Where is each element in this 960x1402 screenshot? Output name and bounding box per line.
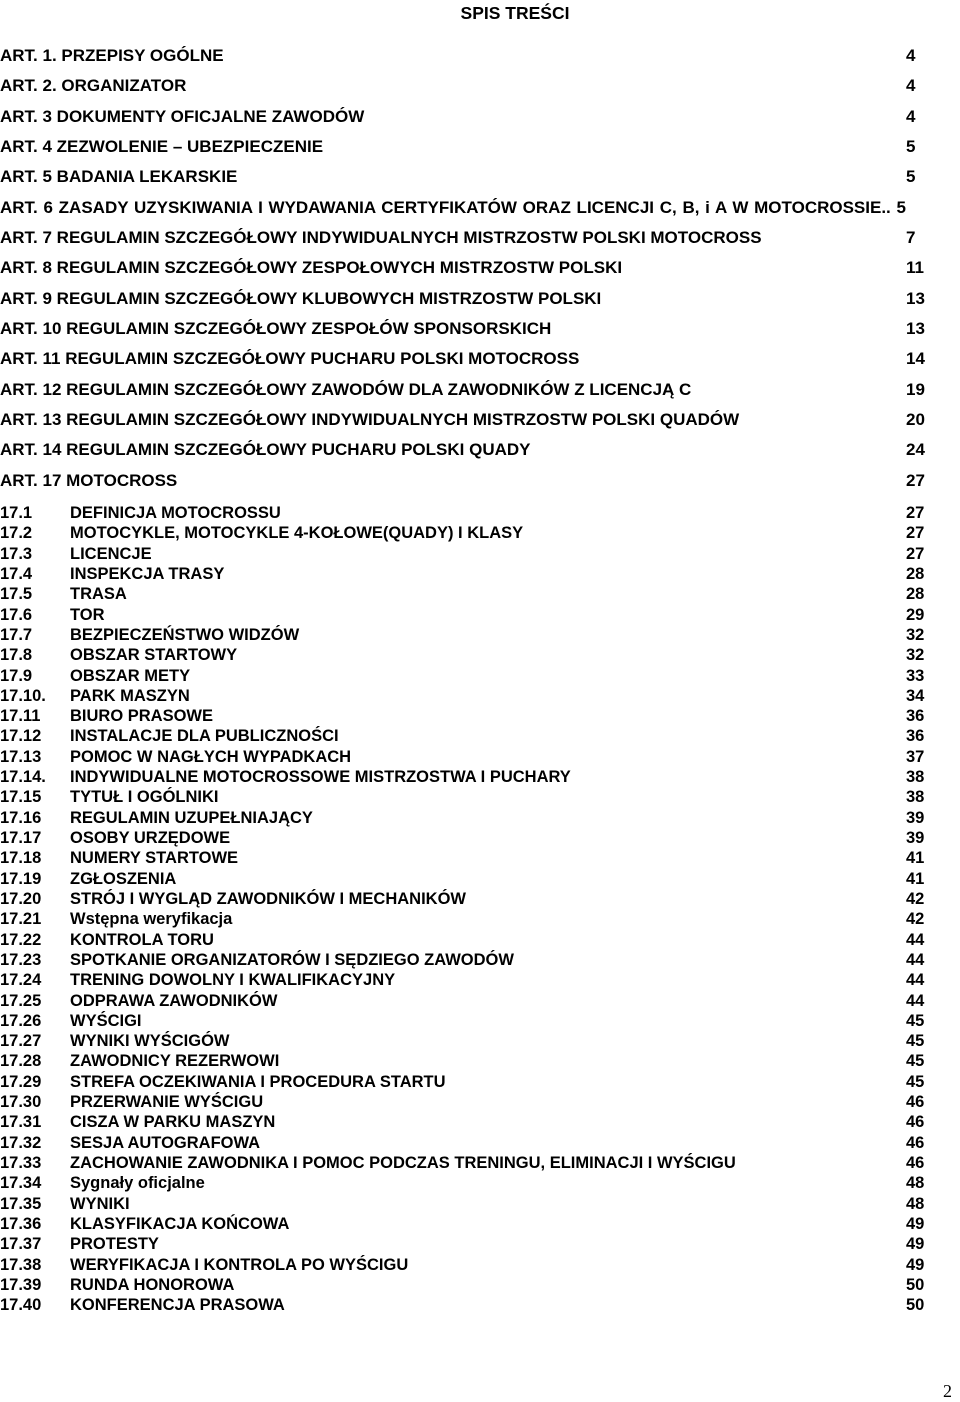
toc-page-number: 39 [906, 829, 925, 847]
toc-section-number: 17.17 [0, 829, 42, 847]
toc-entry-title: ZGŁOSZENIA [70, 869, 177, 888]
toc-section-number: 17.27 [0, 1032, 42, 1051]
toc-section-number: 17.20 [0, 889, 42, 908]
toc-section-number: 17.18 [0, 849, 42, 868]
toc-section-row[interactable] [0, 1110, 960, 1130]
toc-section-row[interactable] [0, 948, 960, 968]
toc-article-row[interactable] [0, 407, 960, 437]
toc-section-number: 17.30 [0, 1093, 42, 1112]
toc-section-number: 17.35 [0, 1194, 42, 1213]
toc-entry-title: KLASYFIKACJA KOŃCOWA [70, 1214, 290, 1233]
toc-section-number: 17.31 [0, 1113, 42, 1132]
toc-article-row[interactable] [0, 286, 960, 316]
toc-entry-title: ART. 4 ZEZWOLENIE – UBEZPIECZENIE [0, 137, 324, 157]
toc-page-number: 28 [906, 564, 925, 583]
toc-section-number: 17.16 [0, 808, 42, 827]
toc-page-number: 32 [906, 646, 925, 665]
toc-entry-title: Wstępna weryfikacja [70, 910, 233, 929]
toc-section-number: 17.22 [0, 930, 42, 949]
toc-entry-title: BIURO PRASOWE [70, 707, 214, 726]
toc-page-number: 5 [906, 167, 916, 187]
toc-page-number: 50 [906, 1275, 925, 1294]
toc-section-row[interactable] [0, 684, 960, 704]
toc-page-number: 27 [906, 470, 925, 490]
toc-entry-title: DEFINICJA MOTOCROSSU [70, 504, 281, 522]
toc-article-row[interactable] [0, 377, 960, 407]
toc-article-row[interactable] [0, 104, 960, 134]
toc-section-number: 17.15 [0, 788, 42, 807]
toc-section-number: 17.21 [0, 910, 42, 929]
toc-section-row[interactable] [0, 1009, 960, 1029]
toc-page-number: 27 [906, 504, 925, 522]
toc-section-row[interactable] [0, 826, 960, 846]
toc-section-row[interactable] [0, 846, 960, 866]
toc-article-row[interactable] [0, 225, 960, 255]
toc-entry-title: STREFA OCZEKIWANIA I PROCEDURA STARTU [70, 1072, 446, 1091]
toc-entry-title: ART. 9 REGULAMIN SZCZEGÓŁOWY KLUBOWYCH MISTRZOSTW POLSKI [0, 288, 602, 308]
toc-entry-title: CISZA W PARKU MASZYN [70, 1113, 276, 1132]
toc-section-row[interactable] [0, 1253, 960, 1273]
toc-article-row[interactable] [0, 316, 960, 346]
toc-entry-title: PRZERWANIE WYŚCIGU [70, 1093, 264, 1112]
toc-section-row[interactable] [0, 1171, 960, 1191]
toc-section-number: 17.32 [0, 1133, 42, 1152]
toc-section-number: 17.10. [0, 686, 46, 705]
toc-entry-title: INSPEKCJA TRASY [70, 564, 225, 583]
toc-section-number: 17.7 [0, 625, 33, 644]
toc-entry-title: ART. 17 MOTOCROSS [0, 470, 178, 490]
toc-entry-title: ART. 7 REGULAMIN SZCZEGÓŁOWY INDYWIDUALNYCH MISTRZOSTW POLSKI MOTOCROSS [0, 228, 762, 248]
toc-section-row[interactable] [0, 1192, 960, 1212]
toc-entry-title: KONTROLA TORU [70, 930, 214, 949]
toc-entry-title: PARK MASZYN [70, 686, 190, 705]
toc-article-row[interactable] [0, 164, 960, 194]
toc-section-number: 17.24 [0, 971, 42, 990]
articles-list [0, 43, 960, 498]
toc-page-number: 13 [906, 319, 925, 339]
toc-section-number: 17.40 [0, 1296, 42, 1315]
toc-section-row[interactable] [0, 582, 960, 602]
toc-section-row[interactable] [0, 765, 960, 785]
toc-article-row[interactable] [0, 468, 960, 498]
toc-entry-title: ART. 14 REGULAMIN SZCZEGÓŁOWY PUCHARU POLSKI QUADY [0, 440, 531, 460]
toc-section-row[interactable] [0, 907, 960, 927]
toc-section-number: 17.36 [0, 1214, 42, 1233]
toc-section-row[interactable] [0, 989, 960, 1009]
toc-page-number: 41 [906, 849, 925, 868]
toc-entry-title: ART. 2. ORGANIZATOR [0, 76, 187, 96]
toc-page-number: 38 [906, 788, 925, 807]
toc-section-number: 17.29 [0, 1072, 42, 1091]
toc-entry-title: OSOBY URZĘDOWE [70, 829, 231, 847]
toc-entry-title: KONFERENCJA PRASOWA [70, 1296, 285, 1315]
toc-section-number: 17.5 [0, 585, 33, 604]
sections-list [0, 501, 960, 1314]
toc-entry-title: ODPRAWA ZAWODNIKÓW [70, 991, 278, 1010]
toc-section-row[interactable] [0, 806, 960, 826]
toc-page-number: 44 [906, 950, 925, 969]
toc-entry-title: ART. 10 REGULAMIN SZCZEGÓŁOWY ZESPOŁÓW SPONSORSKICH [0, 319, 552, 339]
toc-entry-title: WYNIKI WYŚCIGÓW [70, 1032, 230, 1051]
toc-page-number: 7 [906, 228, 916, 248]
toc-page-number: 42 [906, 910, 925, 929]
toc-entry-title: ZAWODNICY REZERWOWI [70, 1052, 280, 1071]
toc-entry-title: ART. 8 REGULAMIN SZCZEGÓŁOWY ZESPOŁOWYCH MISTRZOSTW POLSKI [0, 258, 623, 278]
toc-entry-title: ART. 5 BADANIA LEKARSKIE [0, 167, 238, 187]
toc-entry-title: NUMERY STARTOWE [70, 849, 239, 868]
toc-article-row[interactable] [0, 255, 960, 285]
toc-section-row[interactable] [0, 928, 960, 948]
toc-section-row[interactable] [0, 704, 960, 724]
toc-section-number: 17.14. [0, 768, 46, 787]
toc-section-row[interactable] [0, 1273, 960, 1293]
toc-page-number: 48 [906, 1194, 925, 1213]
toc-entry-title: ART. 11 REGULAMIN SZCZEGÓŁOWY PUCHARU POLSKI MOTOCROSS [0, 349, 580, 369]
page-footer-number: 2 [943, 1381, 952, 1401]
toc-page-number: 36 [906, 707, 925, 726]
toc-section-row[interactable] [0, 1049, 960, 1069]
toc-section-row[interactable] [0, 867, 960, 887]
toc-section-row[interactable] [0, 745, 960, 765]
toc-page-number: 38 [906, 768, 925, 787]
toc-section-number: 17.39 [0, 1275, 42, 1294]
toc-page-number: 46 [906, 1154, 925, 1172]
toc-section-row[interactable] [0, 1151, 960, 1171]
toc-page-number: 39 [906, 808, 925, 827]
toc-section-row[interactable] [0, 968, 960, 988]
toc-article-row[interactable] [0, 195, 960, 225]
toc-entry-title: ART. 12 REGULAMIN SZCZEGÓŁOWY ZAWODÓW DLA ZAWODNIKÓW Z LICENCJĄ C [0, 379, 692, 399]
toc-section-number: 17.25 [0, 991, 42, 1010]
toc-article-row[interactable] [0, 43, 960, 73]
toc-entry-title: TYTUŁ I OGÓLNIKI [70, 788, 219, 807]
toc-entry-title: PROTESTY [70, 1235, 159, 1254]
toc-page-number: 50 [906, 1296, 925, 1315]
toc-page-number: 32 [906, 625, 925, 644]
toc-page-number: 29 [906, 605, 925, 624]
toc-page-number: 33 [906, 666, 925, 685]
toc-entry-title: OBSZAR METY [70, 666, 191, 685]
toc-section-row[interactable] [0, 1070, 960, 1090]
toc-section-row[interactable] [0, 562, 960, 582]
toc-page-number: 5 [906, 137, 916, 157]
toc-entry-title: STRÓJ I WYGLĄD ZAWODNIKÓW I MECHANIKÓW [70, 889, 466, 908]
toc-page-number: 41 [906, 869, 925, 888]
toc-article-row[interactable] [0, 437, 960, 467]
toc-section-number: 17.4 [0, 564, 33, 583]
toc-section-row[interactable] [0, 542, 960, 562]
toc-page-number: 44 [906, 930, 925, 949]
toc-section-number: 17.6 [0, 605, 33, 624]
toc-section-row[interactable] [0, 1212, 960, 1232]
toc-section-row[interactable] [0, 501, 960, 521]
toc-entry-title: POMOC W NAGŁYCH WYPADKACH [70, 747, 352, 766]
toc-entry-title: REGULAMIN UZUPEŁNIAJĄCY [70, 808, 313, 827]
toc-page-number: 4 [906, 106, 916, 126]
toc-entry-title: ZACHOWANIE ZAWODNIKA I POMOC PODCZAS TRENINGU, ELIMINACJI I WYŚCIGU [70, 1154, 736, 1172]
toc-section-row[interactable] [0, 887, 960, 907]
toc-page-number: 19 [906, 379, 925, 399]
toc-page-number: 34 [906, 686, 925, 705]
toc-section-number: 17.38 [0, 1255, 42, 1274]
toc-section-number: 17.37 [0, 1235, 42, 1254]
toc-entry-title: WERYFIKACJA I KONTROLA PO WYŚCIGU [70, 1255, 409, 1274]
toc-section-number: 17.13 [0, 747, 42, 766]
toc-entry-title: TRASA [70, 585, 127, 604]
toc-section-row[interactable] [0, 603, 960, 623]
toc-page-number: 45 [906, 1011, 925, 1030]
toc-section-number: 17.33 [0, 1154, 42, 1172]
toc-page-number: 44 [906, 991, 925, 1010]
toc-section-number: 17.19 [0, 869, 42, 888]
toc-entry-title: MOTOCYKLE, MOTOCYKLE 4-KOŁOWE(QUADY) I KLASY [70, 524, 524, 543]
toc-page-number: 49 [906, 1255, 925, 1274]
toc-page-number: 11 [906, 258, 924, 278]
toc-section-row[interactable] [0, 664, 960, 684]
toc-page-number: 42 [906, 889, 925, 908]
toc-section-number: 17.2 [0, 524, 33, 543]
toc-page-number: 27 [906, 524, 925, 543]
toc-section-row[interactable] [0, 1293, 960, 1313]
toc-page-number: 4 [906, 46, 916, 65]
toc-section-number: 17.23 [0, 950, 42, 969]
toc-article-row[interactable] [0, 73, 960, 103]
toc-section-number: 17.1 [0, 504, 33, 522]
toc-section-row[interactable] [0, 1029, 960, 1049]
toc-page-number: 44 [906, 971, 925, 990]
toc-section-row[interactable] [0, 785, 960, 805]
toc-entry-title: ART. 1. PRZEPISY OGÓLNE [0, 46, 224, 65]
toc-entry-title: RUNDA HONOROWA [70, 1275, 235, 1294]
toc-section-number: 17.12 [0, 727, 42, 746]
toc-entry-title: Sygnały oficjalne [70, 1174, 205, 1193]
toc-entry-title: OBSZAR STARTOWY [70, 646, 238, 665]
toc-article-row[interactable] [0, 134, 960, 164]
toc-entry-title: TOR [70, 605, 105, 624]
toc-section-number: 17.28 [0, 1052, 42, 1071]
toc-section-row[interactable] [0, 1131, 960, 1151]
toc-section-number: 17.34 [0, 1174, 42, 1193]
toc-section-row[interactable] [0, 623, 960, 643]
toc-entry-title: ART. 6 ZASADY UZYSKIWANIA I WYDAWANIA CERTYFIKATÓW ORAZ LICENCJI C, B, i A W MOTOCROSSIE.. 5 [0, 197, 906, 217]
toc-page-number: 46 [906, 1133, 925, 1152]
toc-entry-title: TRENING DOWOLNY I KWALIFIKACYJNY [70, 971, 396, 990]
toc-section-number: 17.26 [0, 1011, 42, 1030]
toc-page-number: 46 [906, 1113, 925, 1132]
toc-section-number: 17.3 [0, 544, 33, 563]
toc-page-number: 46 [906, 1093, 925, 1112]
toc-page-number: 48 [906, 1174, 925, 1193]
toc-entry-title: SESJA AUTOGRAFOWA [70, 1133, 261, 1152]
toc-entry-title: ART. 13 REGULAMIN SZCZEGÓŁOWY INDYWIDUALNYCH MISTRZOSTW POLSKI QUADÓW [0, 410, 740, 430]
toc-entry-title: INDYWIDUALNE MOTOCROSSOWE MISTRZOSTWA I PUCHARY [70, 768, 571, 787]
toc-page-number: 45 [906, 1032, 925, 1051]
toc-entry-title: WYŚCIGI [70, 1011, 142, 1030]
toc-entry-title: BEZPIECZEŃSTWO WIDZÓW [70, 625, 300, 644]
toc-section-row[interactable] [0, 724, 960, 744]
toc-page-number: 27 [906, 544, 925, 563]
toc-section-row[interactable] [0, 1090, 960, 1110]
page-title: SPIS TREŚCI [460, 3, 570, 23]
toc-entry-title: INSTALACJE DLA PUBLICZNOŚCI [70, 727, 339, 746]
toc-entry-title: WYNIKI [70, 1194, 130, 1213]
toc-page-number: 49 [906, 1235, 925, 1254]
toc-section-row[interactable] [0, 643, 960, 663]
toc-page-number: 28 [906, 585, 925, 604]
toc-entry-title: ART. 3 DOKUMENTY OFICJALNE ZAWODÓW [0, 106, 365, 126]
toc-entry-title: LICENCJE [70, 544, 152, 563]
toc-page-number: 14 [906, 349, 925, 369]
toc-page-number: 20 [906, 410, 925, 430]
toc-page-number: 36 [906, 727, 925, 746]
toc-page-number: 49 [906, 1214, 925, 1233]
toc-section-row[interactable] [0, 521, 960, 541]
toc-page-number: 4 [906, 76, 916, 96]
toc-section-row[interactable] [0, 1232, 960, 1252]
toc-section-number: 17.8 [0, 646, 33, 665]
toc-article-row[interactable] [0, 346, 960, 376]
toc-page-number: 24 [906, 440, 925, 460]
toc-section-number: 17.11 [0, 707, 41, 726]
toc-page-number: 45 [906, 1052, 925, 1071]
toc-page-number: 13 [906, 288, 925, 308]
toc-page-number: 37 [906, 747, 925, 766]
toc-section-number: 17.9 [0, 666, 33, 685]
toc-entry-title: SPOTKANIE ORGANIZATORÓW I SĘDZIEGO ZAWODÓW [70, 950, 514, 969]
toc-page-number: 45 [906, 1072, 925, 1091]
